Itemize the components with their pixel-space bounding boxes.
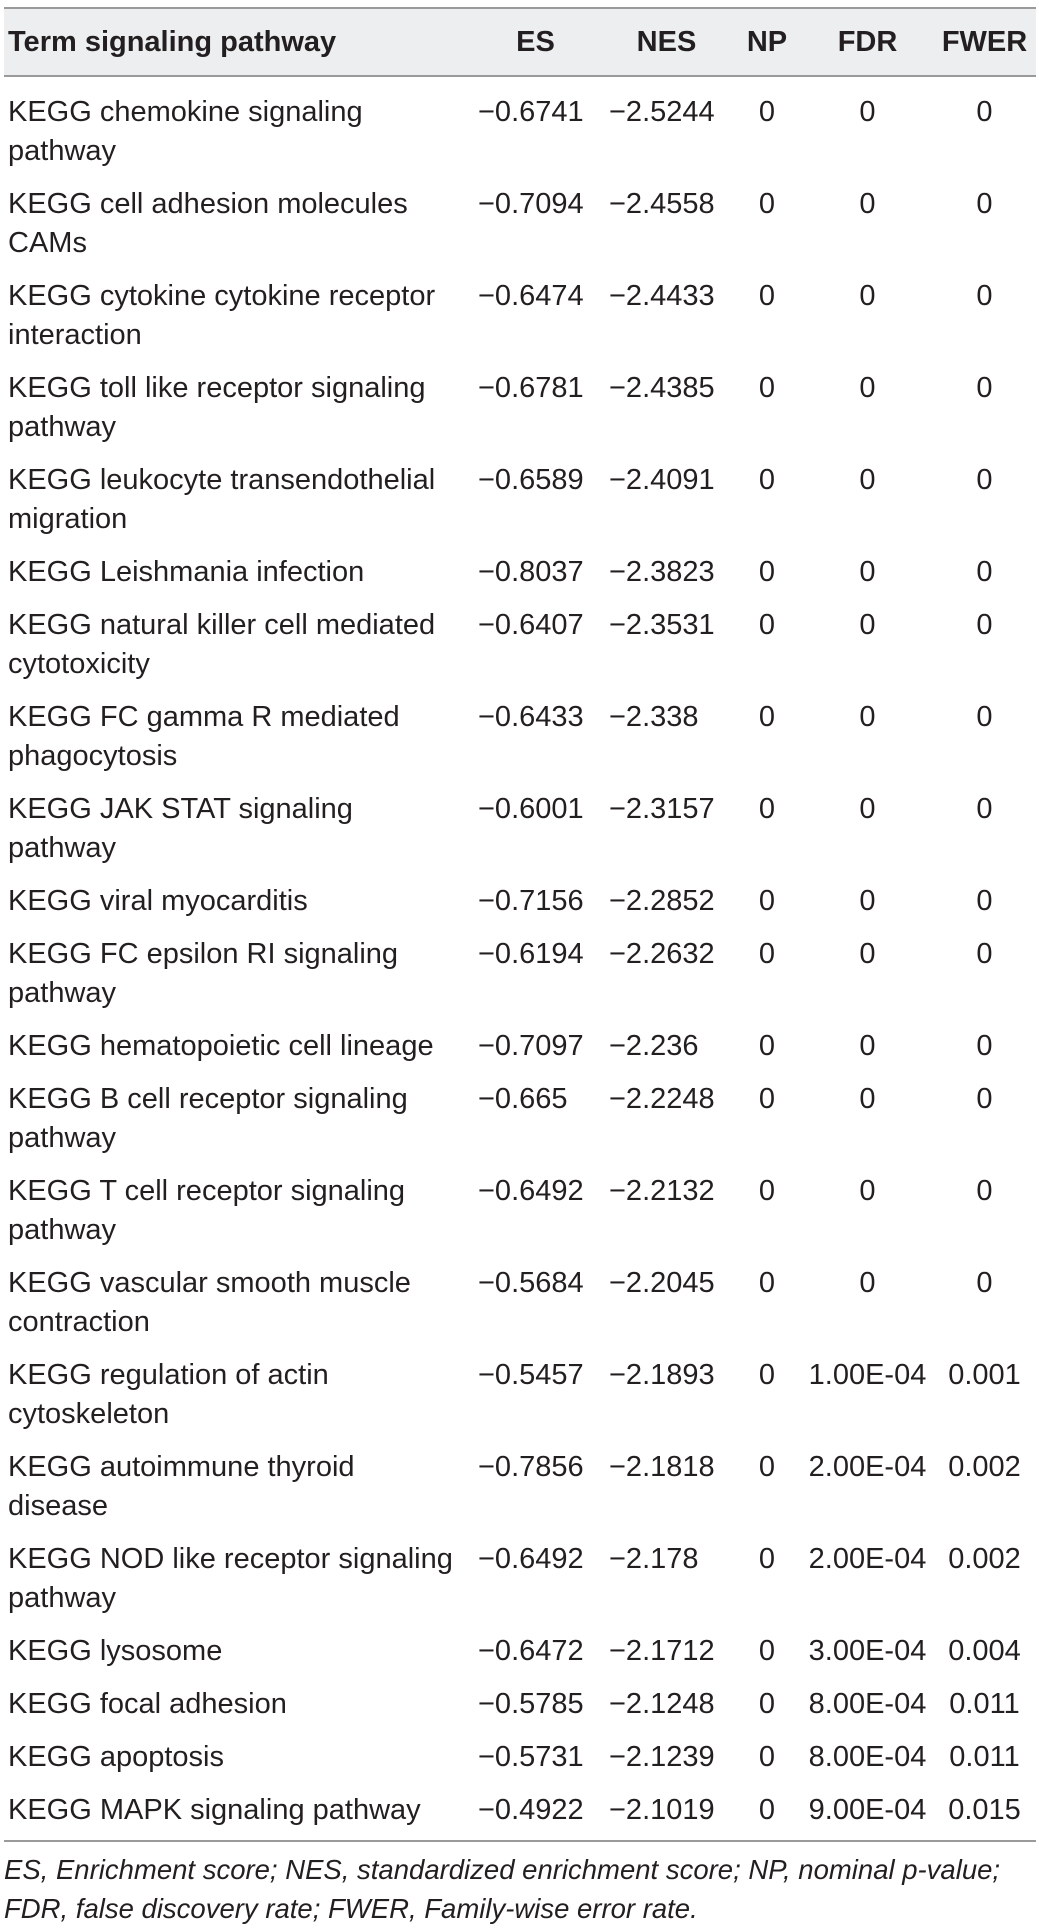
cell-fdr: 0 [859, 793, 876, 825]
cell-es: −0.5457 [478, 1359, 584, 1391]
cell-fwer: 0 [976, 885, 993, 917]
cell-nes: −2.1818 [609, 1451, 715, 1483]
header-fwer: FWER [933, 8, 1036, 76]
cell-nes: −2.178 [609, 1543, 699, 1575]
table-row [4, 593, 1036, 685]
cell-fwer: 0 [976, 96, 993, 128]
cell-nes: −2.1893 [609, 1359, 715, 1391]
table-row [4, 76, 1036, 172]
cell-fdr: 2.00E-04 [808, 1543, 927, 1575]
cell-fwer: 0 [976, 188, 993, 220]
cell-fdr: 1.00E-04 [808, 1359, 927, 1391]
cell-nes: −2.236 [609, 1030, 699, 1062]
header-es: ES [470, 8, 601, 76]
cell-fwer: 0.001 [948, 1359, 1021, 1391]
cell-term: KEGG lysosome [8, 1635, 223, 1667]
cell-es: −0.6589 [478, 464, 584, 496]
cell-es: −0.7156 [478, 885, 584, 917]
table-row [4, 869, 1036, 922]
cell-term: KEGG natural killer cell mediated cytotoxicity [8, 609, 436, 680]
cell-es: −0.6474 [478, 280, 584, 312]
cell-fwer: 0.004 [948, 1635, 1021, 1667]
cell-np: 0 [758, 372, 776, 404]
cell-np: 0 [758, 1741, 776, 1773]
cell-np: 0 [758, 793, 776, 825]
table-row [4, 540, 1036, 593]
cell-np: 0 [758, 96, 776, 128]
cell-term: KEGG B cell receptor signaling pathway [8, 1083, 408, 1154]
cell-fdr: 0 [859, 701, 876, 733]
cell-np: 0 [758, 1543, 776, 1575]
cell-fdr: 0 [859, 1083, 876, 1115]
cell-nes: −2.4558 [609, 188, 715, 220]
cell-nes: −2.3823 [609, 556, 715, 588]
cell-term: KEGG leukocyte transendothelial migration [8, 464, 436, 535]
cell-fdr: 8.00E-04 [808, 1741, 927, 1773]
cell-es: −0.6407 [478, 609, 584, 641]
table-row [4, 922, 1036, 1014]
cell-nes: −2.338 [609, 701, 699, 733]
cell-es: −0.7094 [478, 188, 584, 220]
cell-fwer: 0 [976, 1175, 993, 1207]
cell-np: 0 [758, 1688, 776, 1720]
cell-fwer: 0 [976, 280, 993, 312]
cell-es: −0.6492 [478, 1175, 584, 1207]
table-row [4, 1251, 1036, 1343]
cell-fdr: 0 [859, 188, 876, 220]
cell-np: 0 [758, 1030, 776, 1062]
cell-term: KEGG regulation of actin cytoskeleton [8, 1359, 329, 1430]
cell-fdr: 0 [859, 609, 876, 641]
cell-term: KEGG apoptosis [8, 1741, 224, 1773]
cell-fwer: 0 [976, 1267, 993, 1299]
cell-fwer: 0.011 [949, 1741, 1020, 1773]
cell-fdr: 0 [859, 556, 876, 588]
cell-es: −0.5684 [478, 1267, 584, 1299]
header-nes: NES [601, 8, 732, 76]
cell-term: KEGG toll like receptor signaling pathway [8, 372, 426, 443]
header-fdr: FDR [802, 8, 933, 76]
header-np: NP [732, 8, 802, 76]
table-body [4, 76, 1036, 1841]
cell-fdr: 0 [859, 938, 876, 970]
cell-es: −0.7097 [478, 1030, 584, 1062]
cell-fdr: 0 [859, 1175, 876, 1207]
cell-fwer: 0 [976, 793, 993, 825]
table-row [4, 1619, 1036, 1672]
cell-nes: −2.4433 [609, 280, 715, 312]
cell-term: KEGG cytokine cytokine receptor interaction [8, 280, 436, 351]
cell-fwer: 0.011 [949, 1688, 1020, 1720]
cell-fwer: 0 [976, 372, 993, 404]
cell-fwer: 0 [976, 1083, 993, 1115]
table-row [4, 1778, 1036, 1841]
table-row [4, 777, 1036, 869]
table-row [4, 1725, 1036, 1778]
cell-term: KEGG focal adhesion [8, 1688, 287, 1720]
cell-term: KEGG FC gamma R mediated phagocytosis [8, 701, 400, 772]
cell-fwer: 0.015 [933, 1778, 1036, 1841]
cell-es: −0.4922 [470, 1778, 601, 1841]
cell-nes: −2.2045 [609, 1267, 715, 1299]
cell-np: 0 [758, 938, 776, 970]
cell-es: −0.665 [478, 1083, 568, 1115]
cell-nes: −2.1248 [609, 1688, 715, 1720]
table-row [4, 356, 1036, 448]
cell-fwer: 0 [976, 1030, 993, 1062]
cell-term: KEGG hematopoietic cell lineage [8, 1030, 434, 1062]
cell-fdr: 3.00E-04 [808, 1635, 927, 1667]
cell-nes: −2.5244 [609, 96, 715, 128]
cell-term: KEGG Leishmania infection [8, 556, 365, 588]
table-row [4, 1343, 1036, 1435]
cell-fwer: 0 [976, 609, 993, 641]
cell-es: −0.5785 [478, 1688, 584, 1720]
cell-term: KEGG MAPK signaling pathway [4, 1778, 470, 1841]
cell-es: −0.6741 [478, 96, 584, 128]
cell-es: −0.6194 [478, 938, 584, 970]
cell-np: 0 [758, 1175, 776, 1207]
cell-es: −0.6001 [478, 793, 584, 825]
cell-term: KEGG NOD like receptor signaling pathway [8, 1543, 453, 1614]
cell-term: KEGG viral myocarditis [8, 885, 308, 917]
table-row [4, 264, 1036, 356]
cell-fdr: 0 [859, 1267, 876, 1299]
cell-np: 0 [758, 188, 776, 220]
cell-nes: −2.1019 [601, 1778, 732, 1841]
cell-nes: −2.1712 [609, 1635, 715, 1667]
table-row [4, 1067, 1036, 1159]
table-row [4, 1435, 1036, 1527]
cell-es: −0.6433 [478, 701, 584, 733]
cell-fdr: 0 [859, 885, 876, 917]
cell-fwer: 0.002 [948, 1451, 1021, 1483]
cell-fdr: 8.00E-04 [808, 1688, 927, 1720]
cell-term: KEGG JAK STAT signaling pathway [8, 793, 353, 864]
cell-fdr: 0 [859, 372, 876, 404]
cell-np: 0 [758, 701, 776, 733]
cell-term: KEGG chemokine signaling pathway [8, 96, 363, 167]
cell-fdr: 0 [859, 1030, 876, 1062]
cell-fdr: 2.00E-04 [808, 1451, 927, 1483]
cell-np: 0 [758, 885, 776, 917]
cell-np: 0 [758, 556, 776, 588]
cell-fwer: 0 [976, 464, 993, 496]
cell-term: KEGG T cell receptor signaling pathway [8, 1175, 406, 1246]
cell-term: KEGG vascular smooth muscle contraction [8, 1267, 411, 1338]
table-footnote: ES, Enrichment score; NES, standardized enrichment score; NP, nominal p-value; FDR, false discovery rate; FWER, Family-wise error rate. [4, 1854, 1001, 1924]
cell-nes: −2.2132 [609, 1175, 715, 1207]
cell-np: 0 [758, 280, 776, 312]
cell-fdr: 0 [859, 96, 876, 128]
cell-np: 0 [732, 1778, 802, 1841]
cell-nes: −2.3157 [609, 793, 715, 825]
cell-fwer: 0.002 [948, 1543, 1021, 1575]
cell-fdr: 0 [859, 280, 876, 312]
header-term: Term signaling pathway [4, 8, 470, 76]
cell-np: 0 [758, 1451, 776, 1483]
cell-es: −0.7856 [478, 1451, 584, 1483]
table-row [4, 1672, 1036, 1725]
cell-es: −0.8037 [478, 556, 584, 588]
cell-es: −0.5731 [478, 1741, 584, 1773]
table-row [4, 448, 1036, 540]
cell-fwer: 0 [976, 701, 993, 733]
table-row [4, 1527, 1036, 1619]
cell-nes: −2.2248 [609, 1083, 715, 1115]
enrichment-table [4, 7, 1036, 1842]
cell-term: KEGG FC epsilon RI signaling pathway [8, 938, 399, 1009]
cell-np: 0 [758, 1635, 776, 1667]
table-row [4, 685, 1036, 777]
table-row [4, 1159, 1036, 1251]
cell-np: 0 [758, 1267, 776, 1299]
cell-term: KEGG cell adhesion molecules CAMs [8, 188, 408, 259]
cell-nes: −2.2852 [609, 885, 715, 917]
cell-es: −0.6492 [478, 1543, 584, 1575]
table-row [4, 172, 1036, 264]
cell-fdr: 0 [859, 464, 876, 496]
table-row [4, 1014, 1036, 1067]
cell-fwer: 0 [976, 938, 993, 970]
cell-np: 0 [758, 609, 776, 641]
cell-nes: −2.2632 [609, 938, 715, 970]
cell-fdr: 9.00E-04 [802, 1778, 933, 1841]
cell-fwer: 0 [976, 556, 993, 588]
cell-nes: −2.4385 [609, 372, 715, 404]
cell-es: −0.6781 [478, 372, 584, 404]
table-header [4, 8, 1036, 76]
cell-np: 0 [758, 1083, 776, 1115]
cell-nes: −2.4091 [609, 464, 715, 496]
cell-nes: −2.1239 [609, 1741, 715, 1773]
cell-term: KEGG autoimmune thyroid disease [8, 1451, 355, 1522]
cell-nes: −2.3531 [609, 609, 715, 641]
header-row [4, 8, 1036, 76]
cell-es: −0.6472 [478, 1635, 584, 1667]
cell-np: 0 [758, 464, 776, 496]
cell-np: 0 [758, 1359, 776, 1391]
